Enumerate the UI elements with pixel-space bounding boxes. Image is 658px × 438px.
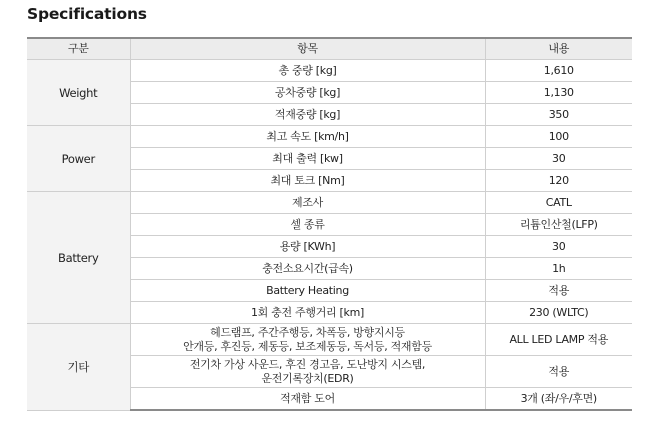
- category-battery: Battery: [27, 192, 130, 324]
- table-row: [27, 192, 632, 214]
- item-cell: 적재함 도어: [130, 388, 485, 411]
- item-cell: 1회 충전 주행거리 [km]: [130, 302, 485, 324]
- category-etc: 기타: [27, 324, 130, 411]
- item-cell: 최대 토크 [Nm]: [130, 170, 485, 192]
- item-cell: Battery Heating: [130, 280, 485, 302]
- item-line: 전기차 가상 사운드, 후진 경고음, 도난방지 시스템,: [189, 357, 426, 371]
- value-cell: 1h: [485, 258, 632, 280]
- value-cell: CATL: [485, 192, 632, 214]
- value-cell: 120: [485, 170, 632, 192]
- table-row: [27, 324, 632, 356]
- header-item: 항목: [130, 38, 485, 60]
- value-cell: 30: [485, 148, 632, 170]
- item-line: 헤드램프, 주간주행등, 차폭등, 방향지시등: [210, 325, 405, 339]
- header-category: 구분: [27, 38, 130, 60]
- category-weight: Weight: [27, 60, 130, 126]
- item-cell: 최대 출력 [kw]: [130, 148, 485, 170]
- specifications-table: [27, 37, 632, 411]
- table-row: [27, 60, 632, 82]
- item-cell: 최고 속도 [km/h]: [130, 126, 485, 148]
- value-cell: 3개 (좌/우/후면): [485, 388, 632, 411]
- header-value: 내용: [485, 38, 632, 60]
- item-cell: 제조사: [130, 192, 485, 214]
- value-cell: 적용: [485, 356, 632, 388]
- value-cell: 리튬인산철(LFP): [485, 214, 632, 236]
- value-cell: 30: [485, 236, 632, 258]
- item-line: 운전기록장치(EDR): [261, 371, 354, 385]
- value-cell: 350: [485, 104, 632, 126]
- item-cell-multiline: [130, 324, 485, 356]
- value-cell: 230 (WLTC): [485, 302, 632, 324]
- value-cell: 1,130: [485, 82, 632, 104]
- value-cell: 1,610: [485, 60, 632, 82]
- item-line: 안개등, 후진등, 제동등, 보조제동등, 독서등, 적재함등: [183, 339, 432, 353]
- item-cell: 총 중량 [kg]: [130, 60, 485, 82]
- table-header-row: [27, 38, 632, 60]
- page-title: Specifications: [27, 5, 147, 23]
- value-cell: 적용: [485, 280, 632, 302]
- value-cell: 100: [485, 126, 632, 148]
- item-cell: 용량 [KWh]: [130, 236, 485, 258]
- value-cell: ALL LED LAMP 적용: [485, 324, 632, 356]
- item-cell: 공차중량 [kg]: [130, 82, 485, 104]
- item-cell: 충전소요시간(급속): [130, 258, 485, 280]
- item-cell: 적재중량 [kg]: [130, 104, 485, 126]
- item-cell-multiline: [130, 356, 485, 388]
- table-row: [27, 126, 632, 148]
- item-cell: 셀 종류: [130, 214, 485, 236]
- category-power: Power: [27, 126, 130, 192]
